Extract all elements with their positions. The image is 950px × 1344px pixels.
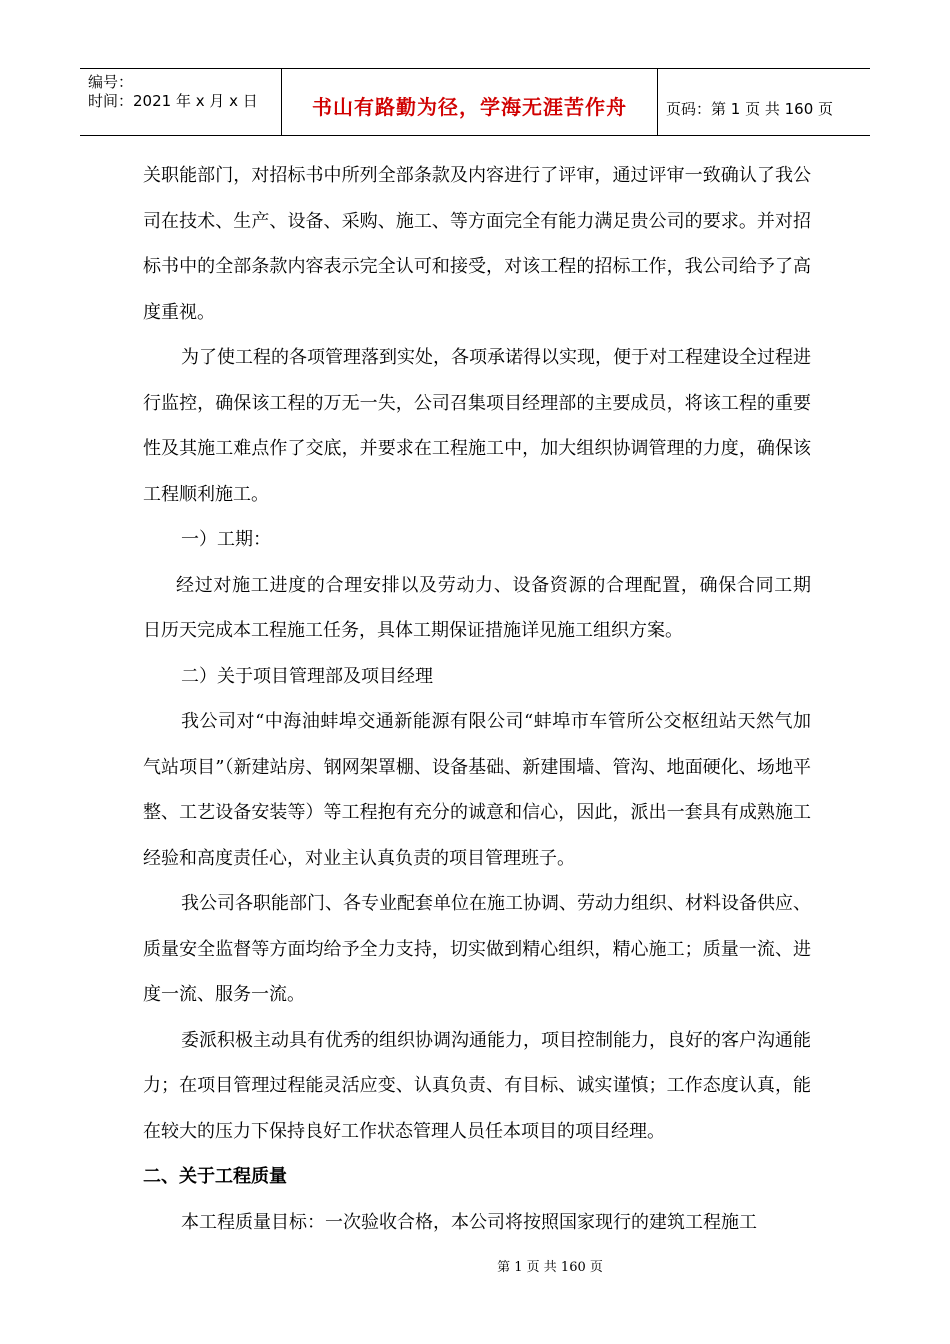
paragraph: 我公司对“中海油蚌埠交通新能源有限公司“蚌埠市车管所公交枢纽站天然气加气站项目”（新建站房、钢网架罩棚、设备基础、新建围墙、管沟、地面硬化、场地平整、工艺设备安装等）等工程抱有充分的诚意和信心，因此，派出一套具有成熟施工经验和高度责任心，对业主认真负责的项目管理班子。 [143, 711, 811, 869]
paragraph: 本工程质量目标：一次验收合格，本公司将按照国家现行的建筑工程施工 [181, 1211, 757, 1233]
page-header [80, 68, 870, 136]
section-heading-project-management: 二）关于项目管理部及项目经理 [181, 665, 433, 687]
document-body [143, 153, 829, 1245]
section-heading-schedule: 一）工期： [181, 529, 271, 550]
page-footer: 第 1 页 共 160 页 [497, 1260, 603, 1275]
header-page-info: 页码：第 1 页 共 160 页 [666, 99, 834, 118]
section-heading-quality: 二、关于工程质量 [143, 1166, 287, 1187]
paragraph: 委派积极主动具有优秀的组织协调沟通能力，项目控制能力，良好的客户沟通能力；在项目管理过程能灵活应变、认真负责、有目标、诚实谨慎；工作态度认真，能在较大的压力下保持良好工作状态管理人员任本项目的项目经理。 [143, 1029, 811, 1142]
paragraph: 经过对施工进度的合理安排以及劳动力、设备资源的合理配置，确保合同工期 日历天完成本工程施工任务，具体工期保证措施详见施工组织方案。 [143, 574, 829, 641]
header-meta [80, 69, 282, 135]
header-motto: 书山有路勤为径，学海无涯苦作舟 [282, 69, 658, 135]
paragraph: 我公司各职能部门、各专业配套单位在施工协调、劳动力组织、材料设备供应、质量安全监督等方面均给予全力支持，切实做到精心组织，精心施工；质量一流、进度一流、服务一流。 [143, 893, 811, 1005]
document-number-label: 编号： [88, 73, 134, 91]
document-time-label: 时间：2021 年 x 月 x 日 [88, 92, 258, 110]
paragraph: 为了使工程的各项管理落到实处，各项承诺得以实现，便于对工程建设全过程进行监控，确保该工程的万无一失，公司召集项目经理部的主要成员，将该工程的重要性及其施工难点作了交底，并要求在工程施工中，加大组织协调管理的力度，确保该工程顺利施工。 [143, 347, 811, 505]
paragraph: 关职能部门，对招标书中所列全部条款及内容进行了评审，通过评审一致确认了我公司在技术、生产、设备、采购、施工、等方面完全有能力满足贵公司的要求。并对招标书中的全部条款内容表示完全认可和接受，对该工程的招标工作，我公司给予了高度重视。 [143, 165, 811, 323]
